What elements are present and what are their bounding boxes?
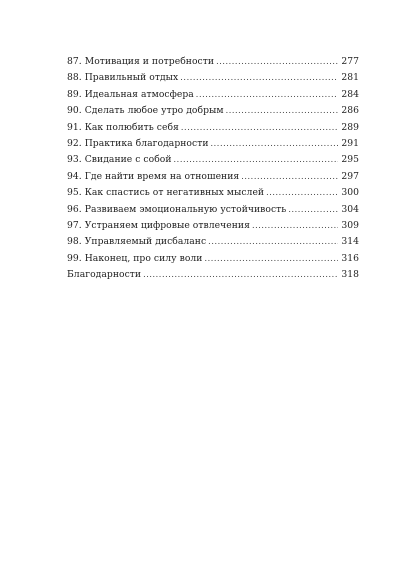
toc-dot-leader bbox=[174, 152, 339, 168]
toc-entry-page: 309 bbox=[341, 219, 359, 231]
toc-entry-page: 284 bbox=[341, 88, 359, 100]
toc-entry bbox=[67, 267, 359, 283]
table-of-contents bbox=[67, 54, 359, 283]
toc-entry bbox=[67, 251, 359, 267]
toc-entry bbox=[67, 136, 359, 152]
toc-dot-leader bbox=[143, 267, 338, 283]
toc-dot-leader bbox=[216, 54, 338, 70]
toc-dot-leader bbox=[241, 169, 338, 185]
toc-dot-leader bbox=[266, 185, 338, 201]
toc-entry-title: 99. Наконец, про силу воли bbox=[67, 252, 203, 264]
toc-dot-leader bbox=[181, 120, 338, 136]
toc-entry-title: 87. Мотивация и потребности bbox=[67, 56, 215, 67]
toc-entry-title: 97. Устраняем цифровые отвлечения bbox=[67, 219, 250, 231]
toc-entry-page: 318 bbox=[341, 269, 359, 281]
toc-entry-title: Благодарности bbox=[67, 269, 142, 281]
toc-entry-title: 96. Развиваем эмоциональную устойчивость bbox=[67, 203, 287, 215]
toc-entry-page: 289 bbox=[341, 121, 359, 133]
toc-entry-page: 297 bbox=[341, 170, 359, 182]
toc-entry bbox=[67, 54, 359, 70]
toc-entry-title: 92. Практика благодарности bbox=[67, 137, 209, 149]
toc-entry-page: 300 bbox=[341, 187, 359, 199]
toc-entry bbox=[67, 185, 359, 201]
toc-entry-page: 277 bbox=[341, 56, 359, 67]
toc-entry-title: 90. Сделать любое утро добрым bbox=[67, 105, 224, 117]
toc-dot-leader bbox=[288, 202, 338, 218]
toc-entry-page: 314 bbox=[341, 236, 359, 248]
toc-dot-leader bbox=[208, 234, 338, 250]
toc-entry-title: 93. Свидание с собой bbox=[67, 154, 172, 166]
toc-entry-page: 295 bbox=[341, 154, 359, 166]
toc-entry bbox=[67, 218, 359, 234]
toc-dot-leader bbox=[252, 218, 338, 234]
toc-entry bbox=[67, 120, 359, 136]
toc-entry-page: 316 bbox=[341, 252, 359, 264]
toc-entry-title: 89. Идеальная атмосфера bbox=[67, 88, 194, 100]
toc-entry bbox=[67, 234, 359, 250]
toc-dot-leader bbox=[196, 87, 339, 103]
toc-entry-page: 286 bbox=[341, 105, 359, 117]
toc-entry-title: 88. Правильный отдых bbox=[67, 72, 179, 84]
toc-entry-title: 95. Как спастись от негативных мыслей bbox=[67, 187, 265, 199]
toc-dot-leader bbox=[226, 103, 339, 119]
toc-entry-title: 91. Как полюбить себя bbox=[67, 121, 179, 133]
toc-dot-leader bbox=[204, 251, 338, 267]
toc-entry-title: 98. Управляемый дисбаланс bbox=[67, 236, 207, 248]
toc-entry-title: 94. Где найти время на отношения bbox=[67, 170, 240, 182]
toc-entry bbox=[67, 169, 359, 185]
toc-entry bbox=[67, 70, 359, 86]
toc-entry-page: 281 bbox=[341, 72, 359, 84]
toc-dot-leader bbox=[180, 70, 338, 86]
toc-entry bbox=[67, 103, 359, 119]
toc-entry bbox=[67, 152, 359, 168]
toc-entry-page: 291 bbox=[341, 137, 359, 149]
toc-entry-page: 304 bbox=[341, 203, 359, 215]
toc-entry bbox=[67, 202, 359, 218]
toc-entry bbox=[67, 87, 359, 103]
toc-dot-leader bbox=[211, 136, 339, 152]
